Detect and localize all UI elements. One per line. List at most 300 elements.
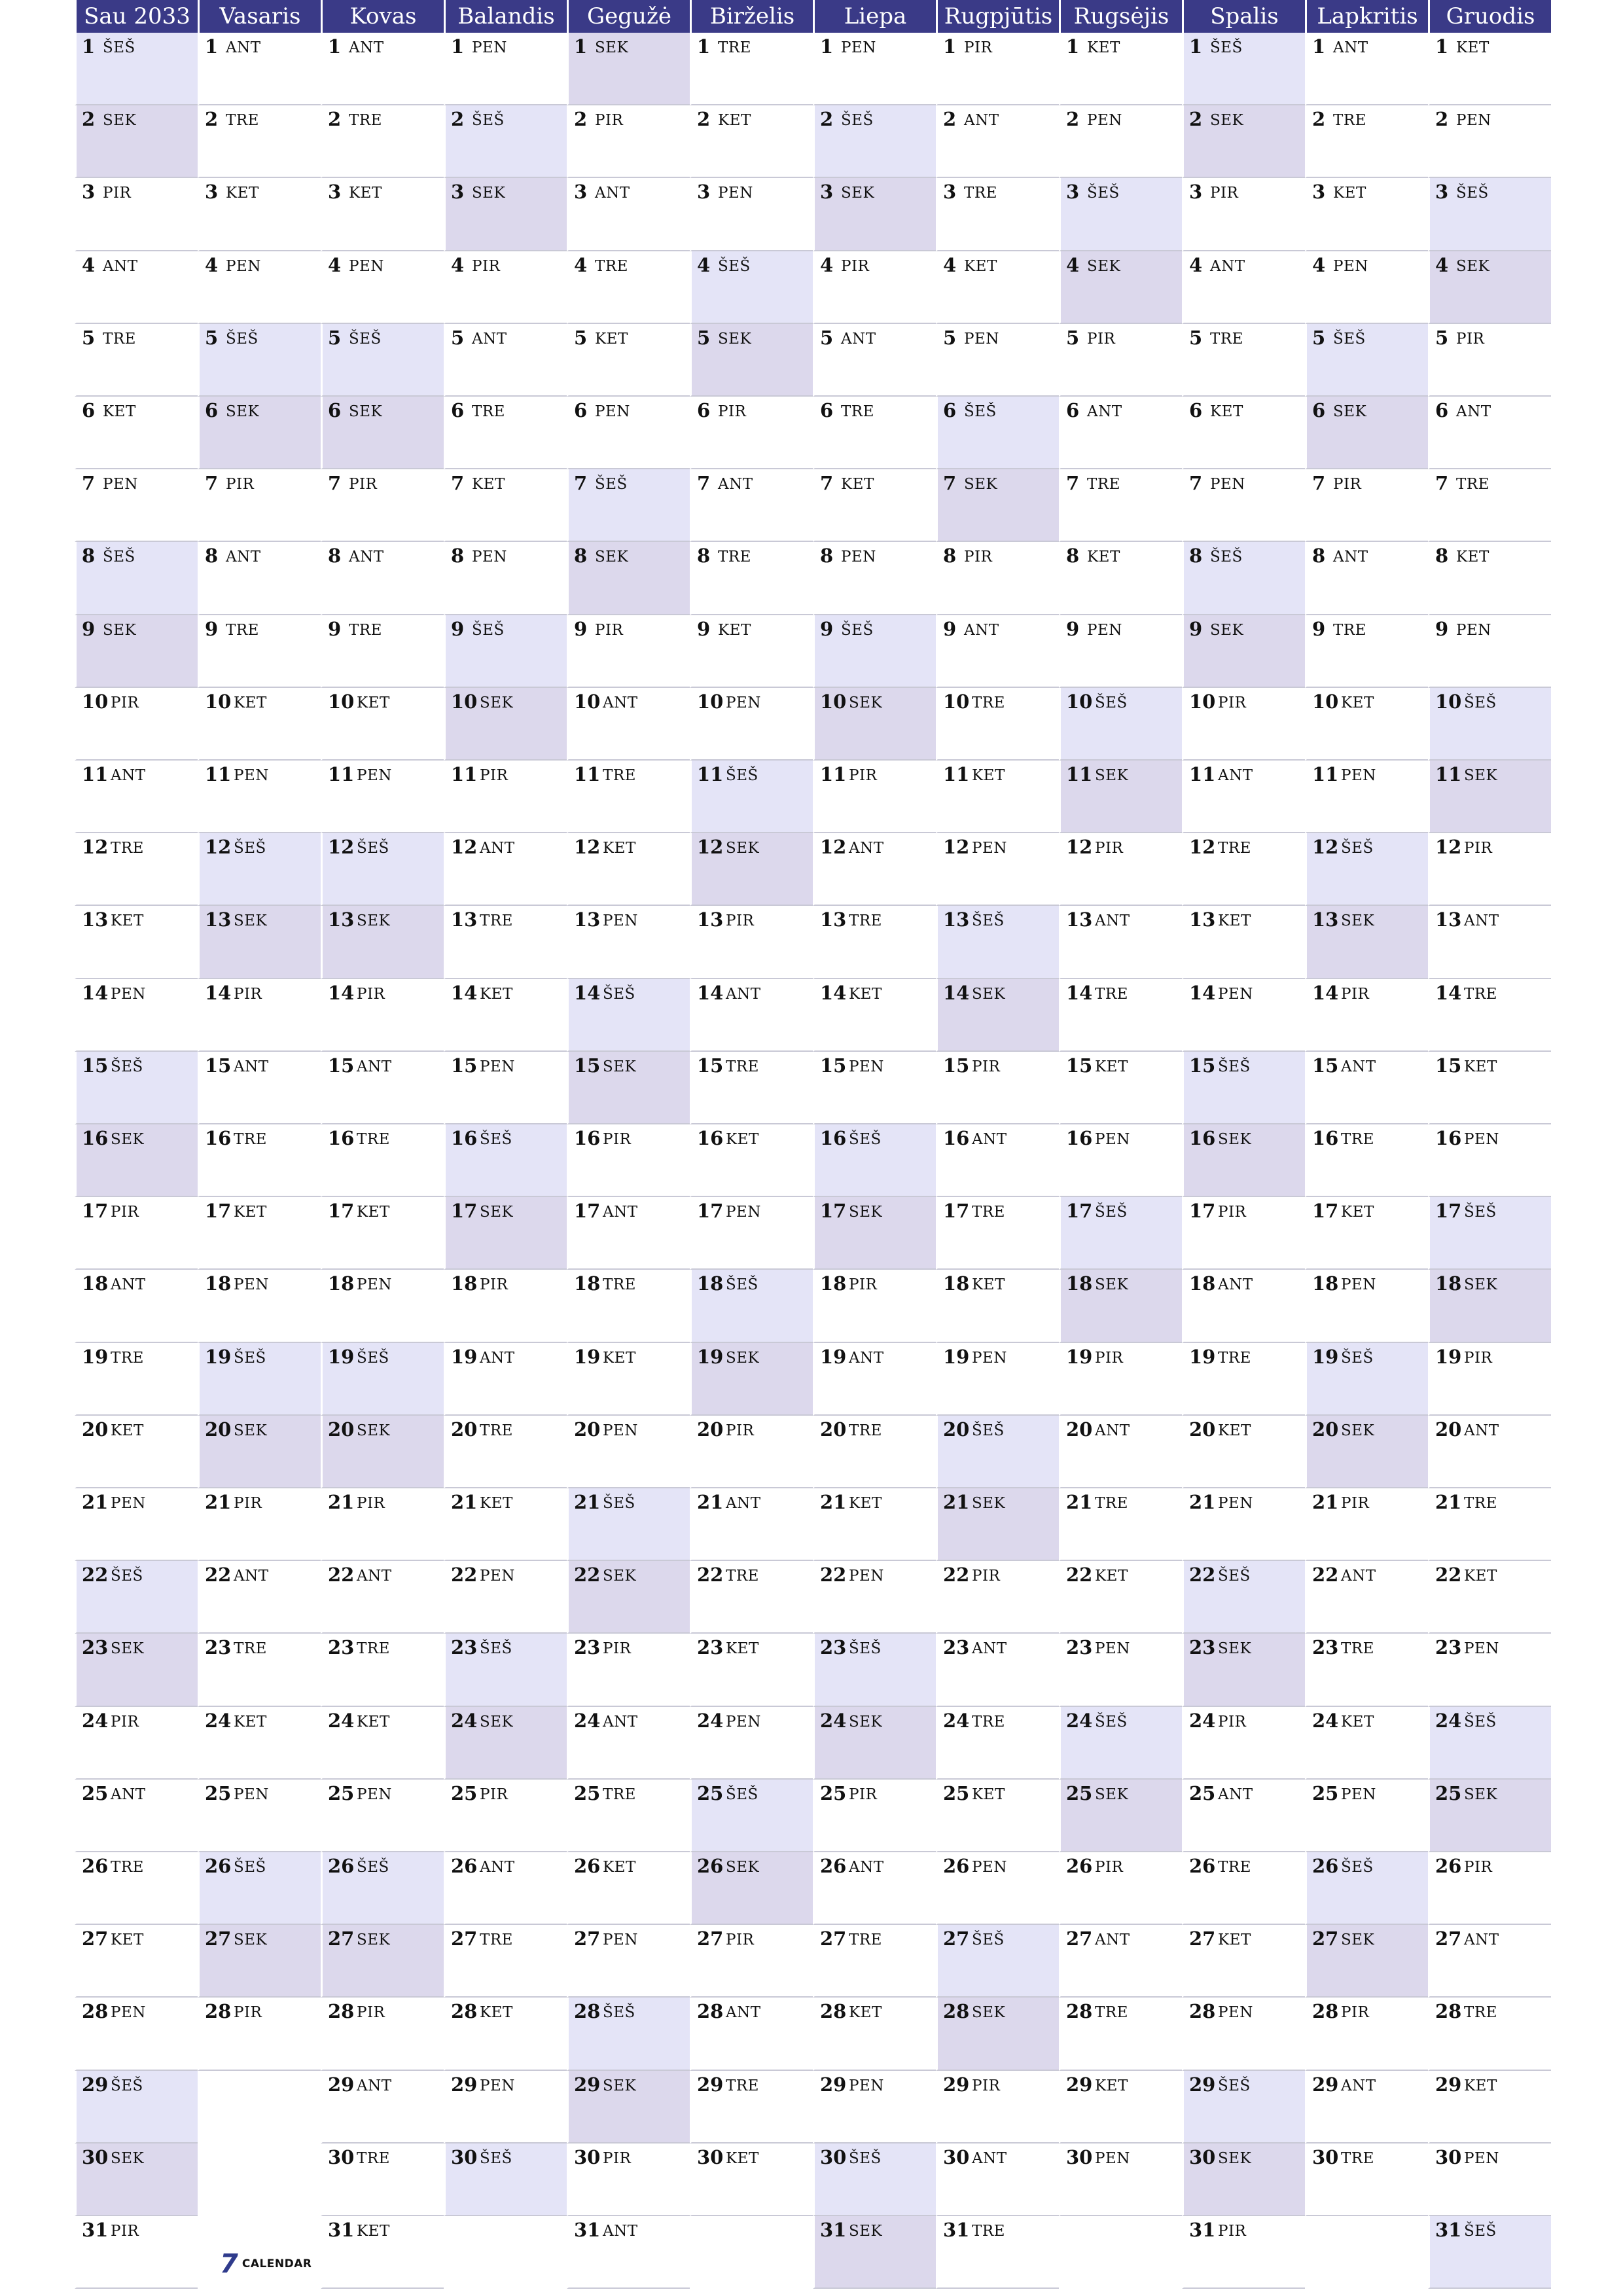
weekday-label: KET bbox=[349, 185, 382, 202]
day-cell bbox=[444, 178, 567, 251]
day-cell bbox=[1305, 1634, 1428, 1706]
weekday-label: TRE bbox=[603, 1785, 636, 1803]
day-cell bbox=[813, 1998, 936, 2070]
day-number: 27 bbox=[451, 1928, 478, 1950]
day-cell bbox=[444, 688, 567, 761]
weekday-label: TRE bbox=[972, 1204, 1005, 1221]
day-number: 4 bbox=[1435, 253, 1449, 276]
weekday-label: PEN bbox=[1341, 767, 1376, 784]
day-cell bbox=[321, 979, 444, 1052]
day-number: 9 bbox=[1435, 617, 1449, 640]
day-number: 11 bbox=[697, 763, 724, 785]
day-number: 23 bbox=[451, 1636, 478, 1659]
day-number: 2 bbox=[82, 108, 96, 131]
day-cell bbox=[567, 906, 690, 978]
day-number: 23 bbox=[1189, 1636, 1216, 1659]
weekday-label: PEN bbox=[234, 767, 269, 784]
day-cell bbox=[1059, 1925, 1182, 1998]
weekday-label: ANT bbox=[718, 476, 753, 493]
day-number: 31 bbox=[574, 2219, 601, 2241]
weekday-label: PEN bbox=[226, 257, 261, 275]
day-number: 13 bbox=[1312, 908, 1339, 931]
weekday-label: ŠEŠ bbox=[234, 1349, 266, 1367]
weekday-label: ANT bbox=[472, 330, 507, 348]
weekday-label: ŠEŠ bbox=[603, 2004, 635, 2022]
calendar-logo bbox=[220, 2249, 312, 2279]
day-number: 25 bbox=[1435, 1782, 1462, 1804]
day-number: 26 bbox=[1435, 1855, 1462, 1877]
day-number: 21 bbox=[1066, 1491, 1093, 1513]
weekday-label: PEN bbox=[480, 2077, 515, 2094]
day-number: 20 bbox=[205, 1418, 232, 1441]
day-cell bbox=[690, 615, 813, 688]
weekday-label: ANT bbox=[234, 1058, 269, 1075]
weekday-label: ŠEŠ bbox=[1095, 1713, 1128, 1731]
day-cell bbox=[690, 1707, 813, 1780]
day-cell bbox=[1305, 542, 1428, 615]
day-cell bbox=[321, 1052, 444, 1124]
weekday-label: SEK bbox=[603, 1568, 637, 1585]
day-number: 3 bbox=[451, 181, 465, 204]
day-cell bbox=[567, 615, 690, 688]
weekday-label: TRE bbox=[111, 840, 144, 857]
day-cell bbox=[1059, 688, 1182, 761]
day-cell bbox=[567, 105, 690, 178]
day-cell bbox=[1059, 397, 1182, 469]
day-cell bbox=[567, 542, 690, 615]
day-cell bbox=[198, 979, 321, 1052]
weekday-label: ANT bbox=[1095, 1931, 1130, 1949]
day-cell bbox=[1428, 761, 1551, 833]
weekday-label: SEK bbox=[1210, 112, 1244, 130]
day-cell bbox=[813, 33, 936, 105]
day-cell bbox=[198, 1998, 321, 2070]
day-number: 30 bbox=[328, 2145, 355, 2168]
day-number: 29 bbox=[697, 2073, 724, 2096]
weekday-label: SEK bbox=[234, 912, 268, 930]
day-number: 25 bbox=[697, 1782, 724, 1804]
day-cell bbox=[75, 1270, 198, 1342]
weekday-label: PEN bbox=[1218, 2004, 1253, 2022]
day-cell bbox=[936, 178, 1059, 251]
day-cell bbox=[1059, 1270, 1182, 1342]
day-number: 9 bbox=[1189, 617, 1203, 640]
day-cell bbox=[936, 761, 1059, 833]
weekday-label: PEN bbox=[1456, 621, 1491, 639]
day-cell bbox=[936, 1998, 1059, 2070]
weekday-label: PIR bbox=[1087, 330, 1116, 348]
day-number: 23 bbox=[820, 1636, 847, 1659]
day-cell bbox=[567, 1707, 690, 1780]
day-cell bbox=[1305, 1852, 1428, 1925]
day-cell bbox=[690, 1780, 813, 1852]
month-header: Gegužė bbox=[567, 0, 690, 33]
day-cell bbox=[75, 688, 198, 761]
day-number: 21 bbox=[1312, 1491, 1339, 1513]
weekday-label: ANT bbox=[849, 1859, 884, 1876]
day-cell bbox=[1182, 542, 1305, 615]
day-number: 17 bbox=[820, 1200, 847, 1223]
day-cell bbox=[567, 1925, 690, 1998]
weekday-label: PIR bbox=[849, 1276, 878, 1294]
weekday-label: PEN bbox=[841, 548, 876, 566]
day-cell bbox=[75, 1416, 198, 1488]
weekday-label: KET bbox=[964, 257, 997, 275]
day-number: 1 bbox=[1435, 35, 1449, 58]
weekday-label: SEK bbox=[1218, 1131, 1252, 1148]
weekday-label: ŠEŠ bbox=[349, 330, 382, 348]
day-cell bbox=[1428, 2071, 1551, 2144]
day-number: 24 bbox=[574, 1709, 601, 1732]
weekday-label: KET bbox=[595, 330, 628, 348]
day-cell bbox=[690, 761, 813, 833]
day-number: 29 bbox=[574, 2073, 601, 2096]
day-number: 15 bbox=[697, 1054, 724, 1077]
day-number: 12 bbox=[82, 836, 109, 859]
day-number: 15 bbox=[82, 1054, 109, 1077]
weekday-label: ŠEŠ bbox=[841, 621, 874, 639]
day-cell bbox=[567, 33, 690, 105]
day-cell bbox=[936, 688, 1059, 761]
day-cell bbox=[1305, 688, 1428, 761]
day-number: 15 bbox=[1066, 1054, 1093, 1077]
weekday-label: ŠEŠ bbox=[111, 2077, 143, 2094]
day-number: 30 bbox=[697, 2145, 724, 2168]
day-number: 9 bbox=[451, 617, 465, 640]
weekday-label: KET bbox=[480, 1495, 513, 1512]
weekday-label: PEN bbox=[849, 1058, 884, 1075]
day-number: 12 bbox=[697, 836, 724, 859]
weekday-label: PEN bbox=[480, 1568, 515, 1585]
weekday-label: ŠEŠ bbox=[1456, 185, 1489, 202]
day-cell bbox=[444, 1707, 567, 1780]
day-number: 3 bbox=[574, 181, 588, 204]
day-cell bbox=[690, 1998, 813, 2070]
weekday-label: SEK bbox=[1095, 1276, 1129, 1294]
day-number: 21 bbox=[451, 1491, 478, 1513]
day-cell bbox=[690, 397, 813, 469]
day-number: 4 bbox=[1312, 253, 1326, 276]
weekday-label: ANT bbox=[1333, 548, 1368, 566]
day-cell bbox=[198, 761, 321, 833]
day-number: 17 bbox=[328, 1200, 355, 1223]
day-cell bbox=[936, 1780, 1059, 1852]
weekday-label: KET bbox=[1464, 1058, 1497, 1075]
month-header: Birželis bbox=[690, 0, 813, 33]
weekday-label: ANT bbox=[480, 1859, 515, 1876]
weekday-label: KET bbox=[1464, 2077, 1497, 2094]
weekday-label: PIR bbox=[357, 1495, 385, 1512]
weekday-label: SEK bbox=[1464, 767, 1498, 784]
day-number: 27 bbox=[205, 1928, 232, 1950]
day-number: 4 bbox=[1066, 253, 1080, 276]
day-cell bbox=[1059, 1634, 1182, 1706]
day-cell bbox=[198, 688, 321, 761]
day-number: 23 bbox=[205, 1636, 232, 1659]
day-number: 6 bbox=[1066, 399, 1080, 422]
weekday-label: PIR bbox=[357, 985, 385, 1003]
weekday-label: ANT bbox=[357, 1058, 392, 1075]
day-number: 13 bbox=[1189, 908, 1216, 931]
day-cell bbox=[813, 2144, 936, 2216]
day-cell bbox=[75, 2071, 198, 2144]
weekday-label: ŠEŠ bbox=[964, 403, 997, 420]
day-cell bbox=[1059, 1416, 1182, 1488]
day-cell bbox=[198, 906, 321, 978]
day-cell bbox=[1059, 1197, 1182, 1270]
day-number: 19 bbox=[82, 1345, 109, 1368]
day-number: 27 bbox=[1312, 1928, 1339, 1950]
day-cell bbox=[567, 397, 690, 469]
day-cell bbox=[444, 906, 567, 978]
weekday-label: ANT bbox=[1341, 1568, 1376, 1585]
weekday-label: KET bbox=[357, 1713, 390, 1731]
day-cell bbox=[1428, 979, 1551, 1052]
day-cell bbox=[1059, 1998, 1182, 2070]
day-cell bbox=[198, 1780, 321, 1852]
day-number: 17 bbox=[1066, 1200, 1093, 1223]
month-header: Liepa bbox=[813, 0, 936, 33]
day-cell bbox=[690, 833, 813, 906]
weekday-label: TRE bbox=[849, 912, 882, 930]
day-number: 24 bbox=[943, 1709, 970, 1732]
weekday-label: KET bbox=[1087, 39, 1120, 56]
day-cell bbox=[321, 1998, 444, 2070]
logo-glyph: 7 bbox=[220, 2249, 238, 2279]
day-number: 4 bbox=[1189, 253, 1203, 276]
weekday-label: TRE bbox=[357, 1640, 390, 1658]
day-number: 11 bbox=[574, 763, 601, 785]
day-number: 23 bbox=[1435, 1636, 1462, 1659]
day-cell bbox=[567, 1998, 690, 2070]
day-cell bbox=[567, 1488, 690, 1561]
day-cell bbox=[1182, 1124, 1305, 1197]
day-number: 22 bbox=[82, 1564, 109, 1587]
day-cell bbox=[75, 105, 198, 178]
weekday-label: PIR bbox=[480, 1276, 508, 1294]
day-cell bbox=[198, 1416, 321, 1488]
weekday-label: SEK bbox=[111, 1640, 145, 1658]
day-number: 19 bbox=[943, 1345, 970, 1368]
day-cell bbox=[1428, 1707, 1551, 1780]
weekday-label: PIR bbox=[111, 694, 139, 711]
day-cell bbox=[813, 469, 936, 542]
weekday-label: ANT bbox=[226, 39, 261, 56]
day-number: 6 bbox=[1189, 399, 1203, 422]
weekday-label: SEK bbox=[357, 1422, 391, 1439]
weekday-label: ŠEŠ bbox=[1218, 1568, 1251, 1585]
weekday-label: SEK bbox=[726, 840, 760, 857]
day-cell bbox=[567, 324, 690, 397]
day-cell bbox=[321, 833, 444, 906]
weekday-label: KET bbox=[1341, 694, 1374, 711]
day-number: 3 bbox=[328, 181, 342, 204]
weekday-label: SEK bbox=[472, 185, 506, 202]
weekday-label: PIR bbox=[1464, 1859, 1493, 1876]
day-number: 27 bbox=[697, 1928, 724, 1950]
day-cell bbox=[1305, 1561, 1428, 1634]
day-number: 28 bbox=[697, 2000, 724, 2023]
day-number: 5 bbox=[82, 326, 96, 349]
day-number: 11 bbox=[1435, 763, 1462, 785]
day-number: 21 bbox=[328, 1491, 355, 1513]
day-cell bbox=[567, 1561, 690, 1634]
day-cell bbox=[813, 1270, 936, 1342]
day-number: 1 bbox=[1066, 35, 1080, 58]
day-number: 25 bbox=[943, 1782, 970, 1804]
day-number: 31 bbox=[82, 2219, 109, 2241]
weekday-label: PEN bbox=[718, 185, 753, 202]
day-cell bbox=[75, 33, 198, 105]
weekday-label: SEK bbox=[726, 1349, 760, 1367]
weekday-label: SEK bbox=[603, 1058, 637, 1075]
weekday-label: KET bbox=[972, 1276, 1005, 1294]
weekday-label: TRE bbox=[718, 39, 751, 56]
day-number: 8 bbox=[1189, 545, 1203, 567]
weekday-label: PIR bbox=[1095, 1349, 1124, 1367]
weekday-label: PIR bbox=[480, 767, 508, 784]
weekday-label: PIR bbox=[972, 2077, 1001, 2094]
weekday-label: PIR bbox=[972, 1058, 1001, 1075]
weekday-label: PEN bbox=[849, 1568, 884, 1585]
day-cell bbox=[321, 2071, 444, 2144]
weekday-label: PEN bbox=[111, 1495, 146, 1512]
day-number: 19 bbox=[205, 1345, 232, 1368]
weekday-label: ANT bbox=[972, 1131, 1007, 1148]
day-number: 23 bbox=[1066, 1636, 1093, 1659]
day-number: 31 bbox=[820, 2219, 847, 2241]
day-cell bbox=[690, 324, 813, 397]
day-number: 12 bbox=[205, 836, 232, 859]
weekday-label: TRE bbox=[603, 1276, 636, 1294]
day-cell bbox=[1182, 1925, 1305, 1998]
day-number: 17 bbox=[205, 1200, 232, 1223]
day-cell bbox=[567, 251, 690, 324]
weekday-label: SEK bbox=[595, 548, 629, 566]
day-number: 28 bbox=[82, 2000, 109, 2023]
weekday-label: SEK bbox=[357, 1931, 391, 1949]
weekday-label: PIR bbox=[103, 185, 132, 202]
day-cell bbox=[1059, 1852, 1182, 1925]
day-cell bbox=[936, 1852, 1059, 1925]
weekday-label: PIR bbox=[726, 1422, 755, 1439]
day-cell bbox=[1428, 2144, 1551, 2216]
day-cell bbox=[813, 324, 936, 397]
day-cell bbox=[567, 1052, 690, 1124]
weekday-label: PEN bbox=[1095, 2149, 1130, 2167]
weekday-label: ŠEŠ bbox=[726, 767, 758, 784]
day-number: 7 bbox=[574, 472, 588, 495]
weekday-label: KET bbox=[718, 112, 751, 130]
day-number: 21 bbox=[205, 1491, 232, 1513]
day-number: 13 bbox=[1066, 908, 1093, 931]
weekday-label: TRE bbox=[226, 112, 259, 130]
weekday-label: PEN bbox=[349, 257, 384, 275]
day-cell bbox=[813, 397, 936, 469]
day-cell bbox=[1182, 397, 1305, 469]
weekday-label: TRE bbox=[1464, 985, 1497, 1003]
day-cell bbox=[567, 688, 690, 761]
weekday-label: TRE bbox=[718, 548, 751, 566]
day-number: 28 bbox=[574, 2000, 601, 2023]
weekday-label: ANT bbox=[1464, 912, 1499, 930]
weekday-label: SEK bbox=[111, 2149, 145, 2167]
day-cell bbox=[444, 1416, 567, 1488]
day-number: 22 bbox=[574, 1564, 601, 1587]
weekday-label: ANT bbox=[841, 330, 876, 348]
day-cell bbox=[936, 1561, 1059, 1634]
day-number: 11 bbox=[1066, 763, 1093, 785]
day-cell bbox=[936, 1124, 1059, 1197]
day-cell bbox=[813, 2216, 936, 2289]
weekday-label: KET bbox=[841, 476, 874, 493]
day-number: 25 bbox=[820, 1782, 847, 1804]
weekday-label: KET bbox=[1095, 1058, 1128, 1075]
day-number: 16 bbox=[205, 1127, 232, 1149]
weekday-label: KET bbox=[1464, 1568, 1497, 1585]
day-number: 10 bbox=[943, 690, 970, 713]
day-number: 17 bbox=[943, 1200, 970, 1223]
day-cell bbox=[1182, 1488, 1305, 1561]
day-cell bbox=[321, 1852, 444, 1925]
day-number: 10 bbox=[574, 690, 601, 713]
day-number: 21 bbox=[943, 1491, 970, 1513]
day-cell bbox=[690, 251, 813, 324]
day-number: 22 bbox=[1312, 1564, 1339, 1587]
weekday-label: PIR bbox=[1464, 840, 1493, 857]
day-cell bbox=[567, 761, 690, 833]
day-number: 16 bbox=[697, 1127, 724, 1149]
day-cell bbox=[321, 761, 444, 833]
day-cell bbox=[75, 979, 198, 1052]
weekday-label: SEK bbox=[849, 2223, 883, 2240]
day-cell bbox=[198, 1197, 321, 1270]
day-number: 6 bbox=[574, 399, 588, 422]
day-cell bbox=[444, 33, 567, 105]
day-number: 10 bbox=[820, 690, 847, 713]
day-number: 17 bbox=[82, 1200, 109, 1223]
day-cell bbox=[936, 1052, 1059, 1124]
day-number: 20 bbox=[697, 1418, 724, 1441]
day-number: 13 bbox=[943, 908, 970, 931]
day-number: 31 bbox=[1435, 2219, 1462, 2241]
day-number: 26 bbox=[1189, 1855, 1216, 1877]
weekday-label: PIR bbox=[1341, 985, 1370, 1003]
day-number: 7 bbox=[1435, 472, 1449, 495]
day-number: 8 bbox=[943, 545, 957, 567]
day-number: 19 bbox=[697, 1345, 724, 1368]
day-cell bbox=[321, 1270, 444, 1342]
weekday-label: ANT bbox=[726, 2004, 761, 2022]
weekday-label: ŠEŠ bbox=[718, 257, 751, 275]
day-cell bbox=[813, 979, 936, 1052]
day-number: 1 bbox=[820, 35, 834, 58]
weekday-label: ŠEŠ bbox=[841, 112, 874, 130]
weekday-label: PEN bbox=[1464, 1640, 1499, 1658]
weekday-label: KET bbox=[480, 985, 513, 1003]
weekday-label: PIR bbox=[1464, 1349, 1493, 1367]
day-cell bbox=[1305, 1343, 1428, 1416]
day-number: 24 bbox=[451, 1709, 478, 1732]
weekday-label: ŠEŠ bbox=[480, 1640, 512, 1658]
weekday-label: PIR bbox=[357, 2004, 385, 2022]
day-number: 14 bbox=[1312, 981, 1339, 1004]
day-cell bbox=[198, 1124, 321, 1197]
weekday-label: ŠEŠ bbox=[1464, 1713, 1497, 1731]
day-cell bbox=[1182, 251, 1305, 324]
day-number: 27 bbox=[820, 1928, 847, 1950]
weekday-label: PEN bbox=[111, 985, 146, 1003]
